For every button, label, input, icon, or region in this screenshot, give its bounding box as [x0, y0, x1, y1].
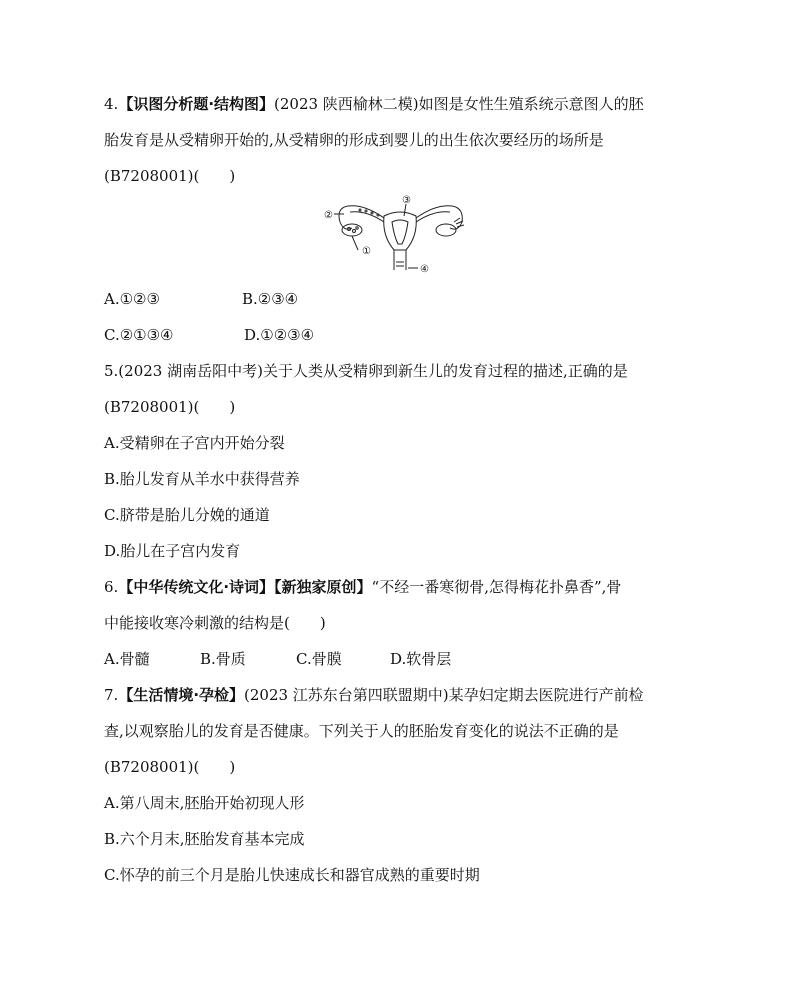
- q4-tag: 【识图分析题·结构图】: [118, 95, 275, 113]
- q7-option-b[interactable]: B.六个月末,胚胎发育基本完成: [104, 830, 305, 848]
- q6-line-2: 中能接收寒冷刺激的结构是( ): [104, 614, 326, 632]
- q4-option-d[interactable]: D.①②③④: [244, 326, 315, 344]
- q5-code: (B7208001)( ): [104, 398, 236, 416]
- q5-option-b[interactable]: B.胎儿发育从羊水中获得营养: [104, 470, 300, 488]
- female-reproductive-system-diagram: [322, 192, 472, 276]
- q7-option-c[interactable]: C.怀孕的前三个月是胎儿快速成长和器官成熟的重要时期: [104, 866, 480, 884]
- q4-stem-1: (2023 陕西榆林二模)如图是女性生殖系统示意图人的胚: [274, 95, 644, 113]
- label-1: ①: [362, 246, 371, 257]
- q6-option-c[interactable]: C.骨膜: [296, 650, 342, 668]
- q7-tag: 【生活情境·孕检】: [118, 686, 245, 704]
- q6-option-b[interactable]: B.骨质: [200, 650, 246, 668]
- q4-option-b[interactable]: B.②③④: [242, 290, 299, 308]
- q6-number: 6.: [104, 578, 119, 596]
- q5-option-a[interactable]: A.受精卵在子宫内开始分裂: [104, 434, 285, 452]
- q7-line-2: 查,以观察胎儿的发育是否健康。下列关于人的胚胎发育变化的说法不正确的是: [104, 722, 619, 740]
- q6-option-a[interactable]: A.骨髓: [104, 650, 150, 668]
- label-2: ②: [324, 210, 333, 221]
- q6-tag-1: 【中华传统文化·诗词】: [118, 578, 275, 596]
- q7-line-1: [104, 685, 644, 705]
- q7-code: (B7208001)( ): [104, 758, 236, 776]
- q6-option-d[interactable]: D.软骨层: [390, 650, 452, 668]
- q6-stem-1: “不经一番寒彻骨,怎得梅花扑鼻香”,骨: [371, 578, 622, 596]
- q7-option-a[interactable]: A.第八周末,胚胎开始初现人形: [104, 794, 305, 812]
- label-4: ④: [420, 264, 429, 275]
- q7-stem-1: (2023 江苏东台第四联盟期中)某孕妇定期去医院进行产前检: [244, 686, 644, 704]
- label-3: ③: [402, 195, 411, 206]
- q4-line-2: 胎发育是从受精卵开始的,从受精卵的形成到婴儿的出生依次要经历的场所是: [104, 131, 604, 149]
- q4-number: 4.: [104, 95, 119, 113]
- q4-line-1: [104, 94, 644, 114]
- q4-option-c[interactable]: C.②①③④: [104, 326, 174, 344]
- q4-option-a[interactable]: A.①②③: [104, 290, 160, 308]
- q6-tag-2: 【新独家原创】: [274, 578, 372, 596]
- q4-code: (B7208001)( ): [104, 167, 236, 185]
- q5-option-c[interactable]: C.脐带是胎儿分娩的通道: [104, 506, 270, 524]
- q7-number: 7.: [104, 686, 119, 704]
- q5-option-d[interactable]: D.胎儿在子宫内发育: [104, 542, 241, 560]
- q5-line-1: 5.(2023 湖南岳阳中考)关于人类从受精卵到新生儿的发育过程的描述,正确的是: [104, 362, 628, 380]
- q6-line-1: [104, 577, 621, 597]
